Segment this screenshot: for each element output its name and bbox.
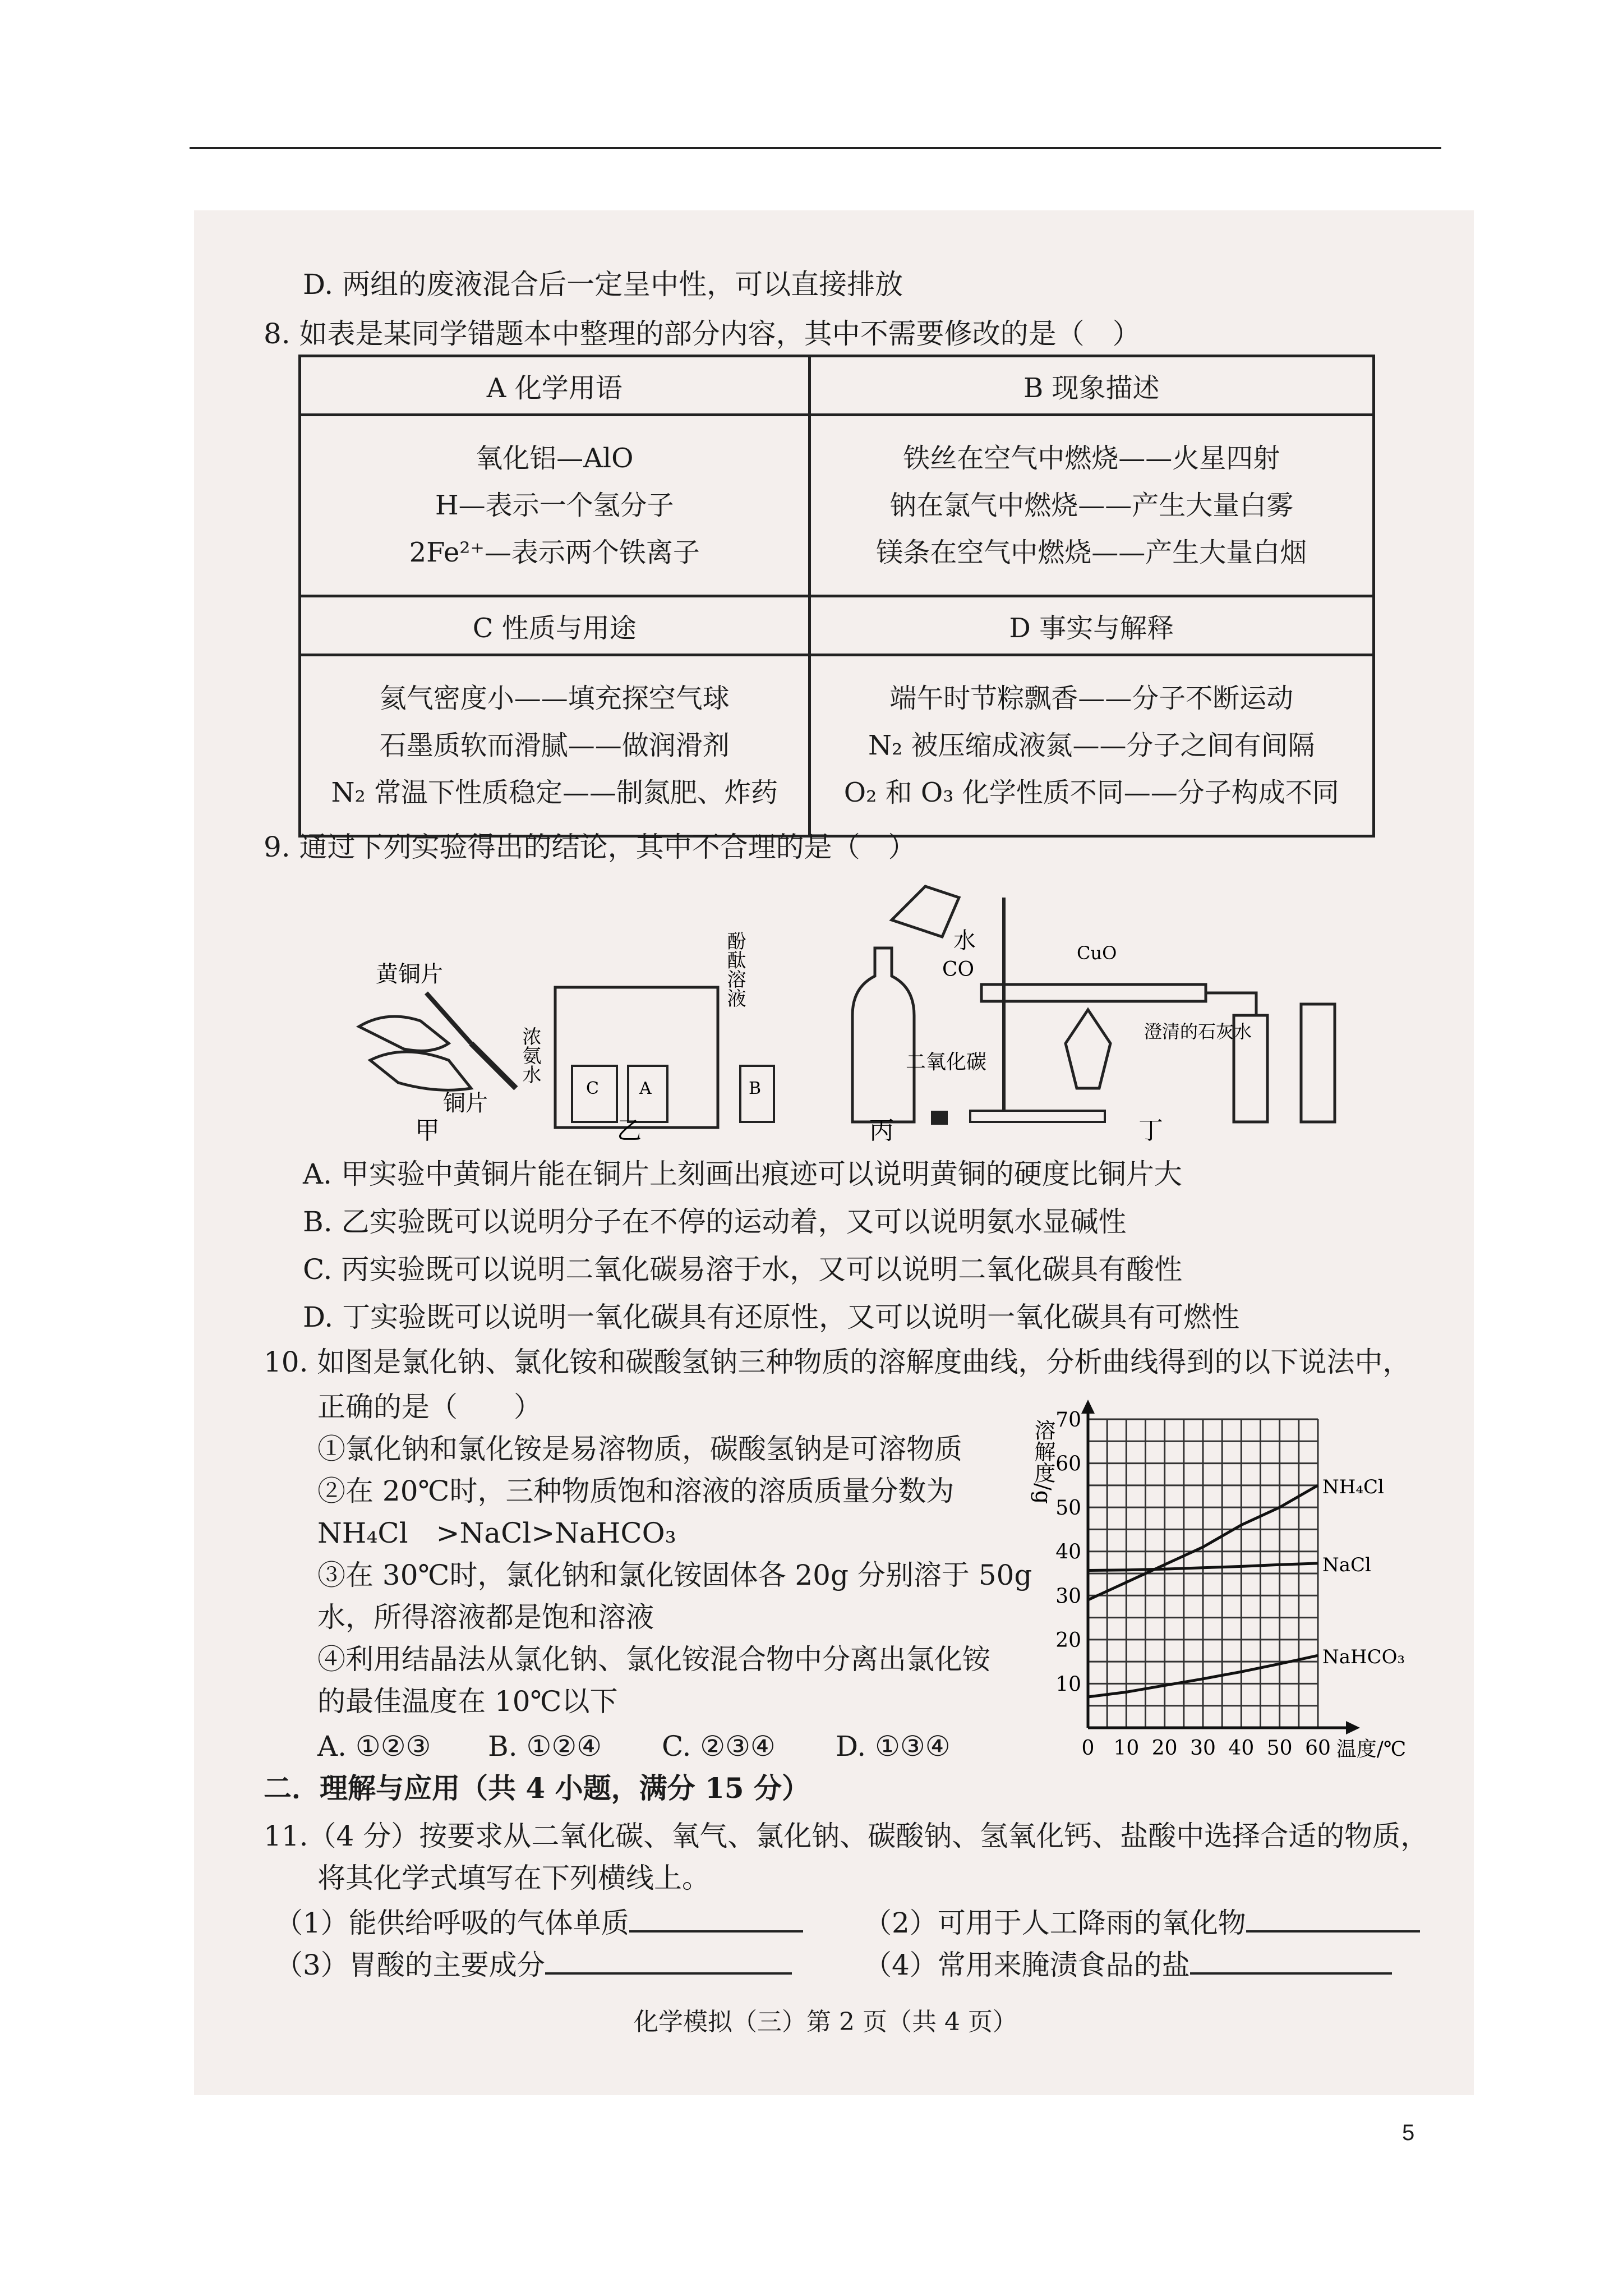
q8-b-line-1: 铁丝在空气中燃烧——火星四射: [903, 443, 1280, 474]
q8-a-line-1: 氧化铝—AlO: [476, 443, 634, 474]
q8-table: [298, 355, 1375, 838]
q8-d-line-2: N₂ 被压缩成液氮——分子之间有间隔: [868, 730, 1315, 761]
q11-item-2: [864, 1909, 1420, 1937]
q8-b-line-2: 钠在氯气中燃烧——产生大量白雾: [889, 490, 1294, 521]
q11-stem-line2: 将其化学式填写在下列横线上。: [317, 1862, 710, 1894]
q10-statement-4: ④利用结晶法从氯化钠、氯化铵混合物中分离出氯化铵: [317, 1643, 990, 1676]
q10-stem-line2: 正确的是（ ）: [317, 1391, 542, 1423]
q8-header-a: A 化学用语: [300, 356, 810, 415]
label-beaker-b: B: [749, 1079, 762, 1098]
experiment-jia: [359, 961, 516, 1144]
y-axis-label: 溶解度/g: [1031, 1419, 1055, 1504]
y-tick-label: 60: [1055, 1452, 1081, 1476]
q8-c-line-3: N₂ 常温下性质稳定——制氮肥、炸药: [331, 777, 778, 808]
label-yi: 乙: [617, 1116, 642, 1144]
x-tick-label: 0: [1081, 1737, 1095, 1760]
label-phenol: 酚酞溶液: [723, 931, 746, 1007]
q11-item-4-label: （4）常用来腌渍食品的盐: [864, 1949, 1190, 1981]
q10-choice-a: A. ①②③: [317, 1730, 431, 1763]
x-tick-label: 10: [1113, 1737, 1140, 1760]
q11-stem-line1: 11.（4 分）按要求从二氧化碳、氧气、氯化钠、碳酸钠、氢氧化钙、盐酸中选择合适的物质，: [264, 1820, 1429, 1852]
experiment-yi: [519, 931, 774, 1144]
label-cuo: CuO: [1077, 942, 1117, 964]
label-co: CO: [942, 958, 975, 981]
label-brass: 黄铜片: [376, 961, 443, 987]
q8-c-line-2: 石墨质软而滑腻——做润滑剂: [379, 730, 730, 761]
label-co2: 二氧化碳: [906, 1051, 987, 1074]
q11-answer-blank-2[interactable]: [1246, 1930, 1420, 1932]
chart-grid: [1088, 1419, 1318, 1728]
label-ammonia: 浓氨水: [519, 1027, 541, 1084]
q8-cell-d: [809, 655, 1374, 836]
y-tick-label: 20: [1055, 1628, 1081, 1652]
y-tick-label: 30: [1055, 1585, 1081, 1608]
q11-item-3-label: （3）胃酸的主要成分: [275, 1949, 545, 1981]
q9-option-a: A. 甲实验中黄铜片能在铜片上刻画出痕迹可以说明黄铜的硬度比铜片大: [303, 1158, 1182, 1190]
label-bing: 丙: [869, 1116, 894, 1144]
x-tick-label: 50: [1266, 1737, 1293, 1760]
x-tick-label: 20: [1151, 1737, 1178, 1760]
q10-statement-1: ①氯化钠和氯化铵是易溶物质，碳酸氢钠是可溶物质: [317, 1433, 962, 1465]
q8-d-line-3: O₂ 和 O₃ 化学性质不同——分子构成不同: [843, 777, 1339, 808]
q11-answer-blank-1[interactable]: [629, 1930, 803, 1932]
q7-option-d: D. 两组的废液混合后一定呈中性，可以直接排放: [303, 268, 903, 301]
y-tick-label: 70: [1055, 1409, 1081, 1432]
y-tick-label: 10: [1055, 1673, 1081, 1696]
solubility-chart: [1026, 1397, 1475, 1767]
q10-choice-b: B. ①②④: [488, 1730, 602, 1763]
q8-header-b: B 现象描述: [809, 356, 1374, 415]
q9-option-c: C. 丙实验既可以说明二氧化碳易溶于水，又可以说明二氧化碳具有酸性: [303, 1253, 1183, 1286]
q8-c-line-1: 氦气密度小——填充探空气球: [379, 683, 730, 714]
q10-statement-2b: NH₄Cl >NaCl>NaHCO₃: [317, 1517, 676, 1549]
x-tick-label: 60: [1305, 1737, 1331, 1760]
q11-item-1-label: （1）能供给呼吸的气体单质: [275, 1907, 629, 1939]
label-copper: 铜片: [443, 1091, 488, 1116]
label-beaker-c: C: [586, 1079, 599, 1098]
label-limewater: 澄清的石灰水: [1144, 1021, 1252, 1042]
q8-b-line-3: 镁条在空气中燃烧——产生大量白烟: [876, 537, 1307, 568]
q9-option-b: B. 乙实验既可以说明分子在不停的运动着，又可以说明氨水显碱性: [303, 1205, 1127, 1238]
q10-choice-c: C. ②③④: [662, 1730, 776, 1763]
x-tick-label: 40: [1228, 1737, 1255, 1760]
y-tick-label: 40: [1055, 1540, 1081, 1564]
q8-cell-c: [300, 655, 810, 836]
q11-item-4: [864, 1951, 1392, 1979]
top-rule: [190, 147, 1441, 149]
q9-stem: 9. 通过下列实验得出的结论，其中不合理的是（ ）: [264, 831, 916, 863]
q10-statement-3b: 水，所得溶液都是饱和溶液: [317, 1601, 654, 1634]
q8-cell-b: [809, 415, 1374, 596]
x-axis-label: 温度/℃: [1336, 1738, 1407, 1761]
experiment-bing: [852, 886, 986, 1144]
series-label-2: NaHCO₃: [1322, 1646, 1405, 1669]
q10-statement-4b: 的最佳温度在 10℃以下: [317, 1685, 618, 1718]
q11-item-3: [275, 1951, 792, 1979]
page-footer: 化学模拟（三）第 2 页（共 4 页）: [634, 2008, 1017, 2036]
q11-answer-blank-3[interactable]: [545, 1972, 792, 1975]
x-axis-arrow: [1346, 1721, 1360, 1734]
q8-header-d: D 事实与解释: [809, 596, 1374, 655]
experiment-ding: [942, 898, 1335, 1144]
q8-header-c: C 性质与用途: [300, 596, 810, 655]
q10-statement-3: ③在 30℃时，氯化钠和氯化铵固体各 20g 分别溶于 50g: [317, 1559, 1032, 1591]
q11-answer-blank-4[interactable]: [1190, 1972, 1392, 1975]
series-label-1: NaCl: [1322, 1553, 1371, 1576]
q11-item-1: [275, 1909, 803, 1937]
q8-cell-a: [300, 415, 810, 596]
q11-item-2-label: （2）可用于人工降雨的氧化物: [864, 1907, 1246, 1939]
q8-a-line-3: 2Fe²⁺—表示两个铁离子: [409, 537, 700, 568]
q8-a-line-2: H—表示一个氢分子: [435, 490, 674, 521]
q10-stem-line1: 10. 如图是氯化钠、氯化铵和碳酸氢钠三种物质的溶解度曲线，分析曲线得到的以下说法中，: [264, 1346, 1411, 1378]
x-tick-label: 30: [1190, 1737, 1216, 1760]
q8-d-line-1: 端午时节粽飘香——分子不断运动: [889, 683, 1294, 714]
q9-option-d: D. 丁实验既可以说明一氧化碳具有还原性，又可以说明一氧化碳具有可燃性: [303, 1301, 1240, 1333]
label-beaker-a: A: [639, 1079, 652, 1098]
label-water: 水: [953, 928, 976, 954]
q8-stem: 8. 如表是某同学错题本中整理的部分内容，其中不需要修改的是（ ）: [264, 318, 1141, 350]
y-tick-label: 50: [1055, 1497, 1081, 1520]
q10-choice-d: D. ①③④: [836, 1730, 951, 1763]
y-axis-arrow: [1081, 1400, 1095, 1414]
q10-statement-2: ②在 20℃时，三种物质饱和溶液的溶质质量分数为: [317, 1475, 955, 1507]
q9-experiment-figure: [336, 875, 1402, 1144]
page-number: 5: [1402, 2120, 1415, 2145]
series-label-0: NH₄Cl: [1322, 1475, 1384, 1498]
label-jia: 甲: [415, 1116, 440, 1144]
chart-ticks: [1055, 1409, 1331, 1760]
section2-heading: 二．理解与应用（共 4 小题，满分 15 分）: [264, 1772, 810, 1805]
label-ding: 丁: [1138, 1116, 1163, 1144]
